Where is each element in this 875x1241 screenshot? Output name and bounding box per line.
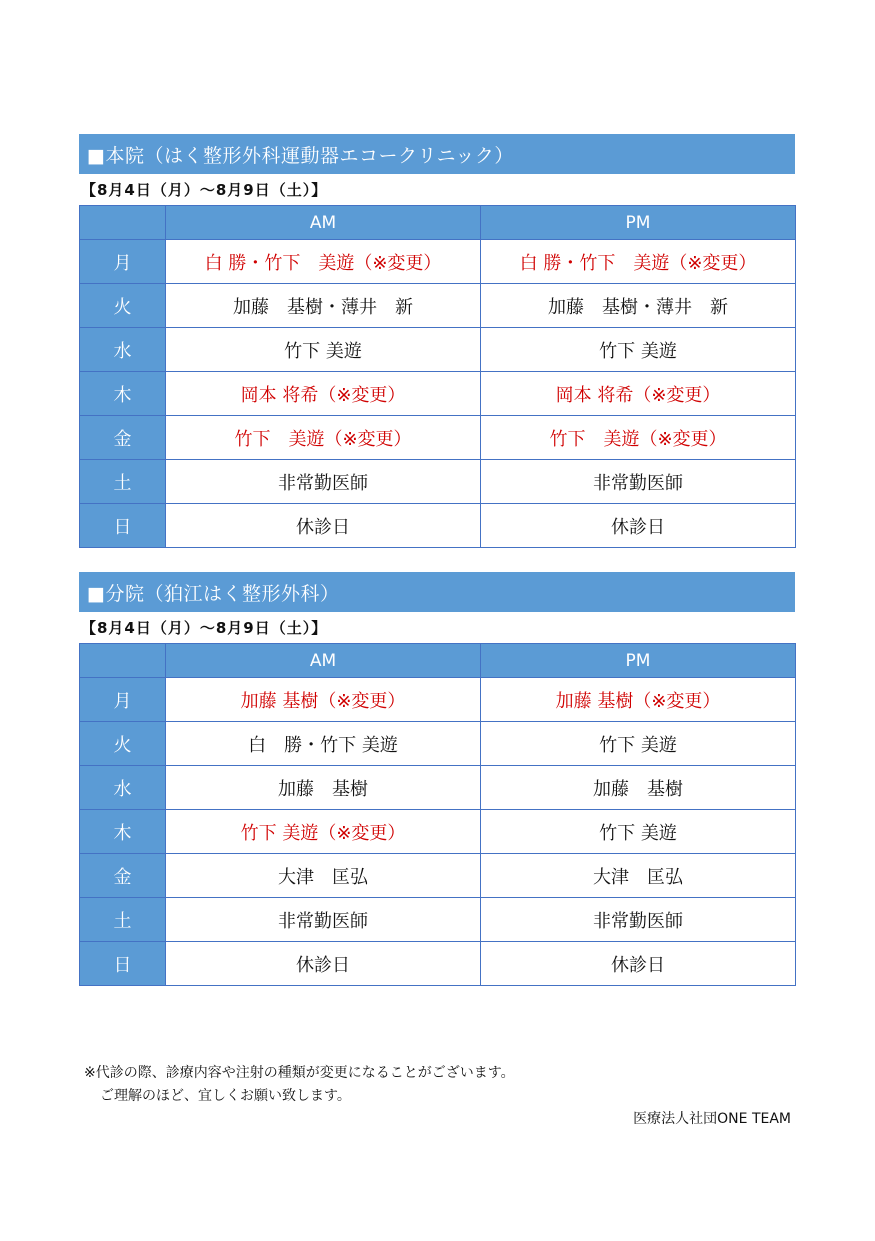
table-row: [80, 722, 796, 766]
am-doctor-cell: 竹下 美遊（※変更）: [166, 810, 481, 854]
day-cell: 金: [80, 416, 166, 460]
branch-clinic-schedule-table: [79, 643, 796, 986]
main-clinic-title: ■本院（はく整形外科運動器エコークリニック）: [79, 134, 795, 174]
main-clinic-table-body: [80, 240, 796, 548]
pm-doctor-cell: 休診日: [481, 942, 796, 986]
pm-doctor-cell: 加藤 基樹・薄井 新: [481, 284, 796, 328]
am-doctor-cell: 休診日: [166, 942, 481, 986]
main-clinic-section: [79, 134, 795, 548]
am-doctor-cell: 白 勝・竹下 美遊（※変更）: [166, 240, 481, 284]
day-cell: 日: [80, 504, 166, 548]
table-row: [80, 766, 796, 810]
day-cell: 土: [80, 460, 166, 504]
branch-clinic-table-body: [80, 678, 796, 986]
pm-doctor-cell: 竹下 美遊: [481, 810, 796, 854]
day-cell: 火: [80, 284, 166, 328]
day-cell: 木: [80, 372, 166, 416]
table-row: [80, 810, 796, 854]
am-doctor-cell: 岡本 将希（※変更）: [166, 372, 481, 416]
am-column-header: AM: [166, 644, 481, 678]
corner-cell: [80, 644, 166, 678]
am-doctor-cell: 加藤 基樹（※変更）: [166, 678, 481, 722]
table-row: [80, 942, 796, 986]
corner-cell: [80, 206, 166, 240]
am-doctor-cell: 白 勝・竹下 美遊: [166, 722, 481, 766]
day-cell: 土: [80, 898, 166, 942]
main-clinic-date-range: 【8月4日（月）～8月9日（土）】: [81, 181, 328, 199]
table-row: [80, 504, 796, 548]
table-row: [80, 284, 796, 328]
am-doctor-cell: 加藤 基樹・薄井 新: [166, 284, 481, 328]
am-doctor-cell: 加藤 基樹: [166, 766, 481, 810]
footer-note-line-2: ご理解のほど、宜しくお願い致します。: [100, 1088, 351, 1104]
footer-note-line-1: ※代診の際、診療内容や注射の種類が変更になることがございます。: [84, 1065, 515, 1081]
am-doctor-cell: 大津 匡弘: [166, 854, 481, 898]
pm-doctor-cell: 岡本 将希（※変更）: [481, 372, 796, 416]
day-cell: 木: [80, 810, 166, 854]
am-doctor-cell: 竹下 美遊: [166, 328, 481, 372]
day-cell: 水: [80, 766, 166, 810]
pm-column-header: PM: [481, 644, 796, 678]
pm-doctor-cell: 竹下 美遊: [481, 722, 796, 766]
am-doctor-cell: 非常勤医師: [166, 460, 481, 504]
day-cell: 水: [80, 328, 166, 372]
pm-column-header: PM: [481, 206, 796, 240]
pm-doctor-cell: 加藤 基樹: [481, 766, 796, 810]
pm-doctor-cell: 非常勤医師: [481, 898, 796, 942]
am-doctor-cell: 竹下 美遊（※変更）: [166, 416, 481, 460]
pm-doctor-cell: 竹下 美遊: [481, 328, 796, 372]
table-row: [80, 854, 796, 898]
table-row: [80, 240, 796, 284]
branch-clinic-section: [79, 572, 795, 986]
day-cell: 月: [80, 678, 166, 722]
pm-doctor-cell: 休診日: [481, 504, 796, 548]
table-row: [80, 416, 796, 460]
pm-doctor-cell: 竹下 美遊（※変更）: [481, 416, 796, 460]
table-row: [80, 372, 796, 416]
day-cell: 火: [80, 722, 166, 766]
am-column-header: AM: [166, 206, 481, 240]
table-header-row: [80, 644, 796, 678]
table-row: [80, 678, 796, 722]
day-cell: 日: [80, 942, 166, 986]
table-row: [80, 898, 796, 942]
am-doctor-cell: 非常勤医師: [166, 898, 481, 942]
table-row: [80, 460, 796, 504]
table-row: [80, 328, 796, 372]
table-header-row: [80, 206, 796, 240]
day-cell: 月: [80, 240, 166, 284]
footer-signature: 医療法人社団ONE TEAM: [633, 1111, 791, 1127]
branch-clinic-date-range: 【8月4日（月）～8月9日（土）】: [81, 619, 328, 637]
branch-clinic-title: ■分院（狛江はく整形外科）: [79, 572, 795, 612]
pm-doctor-cell: 非常勤医師: [481, 460, 796, 504]
pm-doctor-cell: 白 勝・竹下 美遊（※変更）: [481, 240, 796, 284]
main-clinic-schedule-table: [79, 205, 796, 548]
am-doctor-cell: 休診日: [166, 504, 481, 548]
pm-doctor-cell: 大津 匡弘: [481, 854, 796, 898]
pm-doctor-cell: 加藤 基樹（※変更）: [481, 678, 796, 722]
day-cell: 金: [80, 854, 166, 898]
